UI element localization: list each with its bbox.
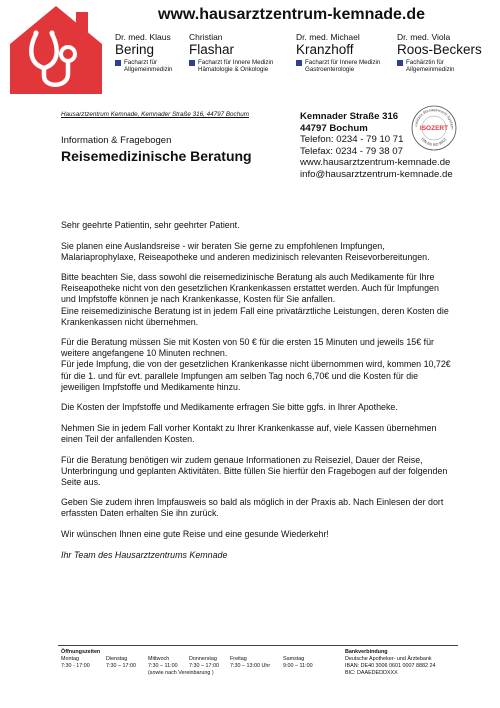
document-title: Reisemedizinische Beratung xyxy=(61,148,252,164)
day-label: Freitag xyxy=(230,656,247,662)
doctor-name: Roos-Beckers xyxy=(397,42,482,57)
doctor-title: Dr. med. Viola xyxy=(397,32,451,42)
letter-body xyxy=(61,220,456,570)
practice-logo xyxy=(6,4,106,101)
signature: Ihr Team des Hausarztzentrums Kemnade xyxy=(61,549,228,560)
day-label: Samstag xyxy=(283,656,305,662)
hours-saturday xyxy=(283,656,313,670)
specialty-line: Facharzt für Innere Medizin xyxy=(305,59,381,66)
doctor-name: Flashar xyxy=(189,42,235,57)
doctor-title: Dr. med. Klaus xyxy=(115,32,171,42)
contact-street: Kemnader Straße 316 xyxy=(300,111,399,122)
day-label: Montag xyxy=(61,656,79,662)
doctor-specialty xyxy=(296,59,380,73)
day-time: 7:30 - 17:00 xyxy=(61,663,90,669)
hours-friday xyxy=(230,656,270,670)
doctor-specialty xyxy=(189,59,273,73)
website-heading: www.hausarztzentrum-kemnade.de xyxy=(158,6,426,23)
seal-bottom-text: DIN EN ISO 9001 xyxy=(420,137,448,148)
bank-iban: IBAN: DE40 3006 0601 0007 8882 24 xyxy=(345,663,436,669)
footer-divider xyxy=(58,645,458,646)
day-time: 7:30 – 11:00 xyxy=(148,663,178,669)
doctor-name: Kranzhoff xyxy=(296,42,354,57)
doctor-bering xyxy=(115,32,173,73)
body-paragraph: Bitte beachten Sie, dass sowohl die reisemedizinische Beratung als auch Medikamente für Ihre Reiseapotheke nicht von den gesetzlichen Krankenkassen erstattet werden. Auch für Impfungen und Impfstoffe können je nach Krankenkasse, Kosten für Sie anfallen. Eine reisemedizinische Beratung ist in jedem Fall eine privatärztliche Leistungen, deren Kosten die Krankenkassen nicht übernehmen. xyxy=(61,272,449,327)
seal-center-text: ISOZERT xyxy=(419,125,449,132)
day-label: Mittwoch xyxy=(148,656,170,662)
bank-name: Deutsche Apotheker- und Ärztebank xyxy=(345,656,432,662)
hours-tuesday xyxy=(106,656,136,670)
blue-square-icon xyxy=(189,60,195,66)
body-paragraph: Sie planen eine Auslandsreise - wir beraten Sie gerne zu empfohlenen Impfungen, Malariaprophylaxe, Reiseapotheke und anderen medizinisch relevanten Reisevorbereitungen. xyxy=(61,240,430,262)
specialty-line: Allgemeinmedizin xyxy=(124,66,173,73)
doctor-kranzhoff xyxy=(296,32,380,73)
specialty-line: Gastroenterologie xyxy=(305,66,355,73)
specialty-line: Facharzt für xyxy=(124,59,158,66)
contact-fax: Telefax: 0234 - 79 38 07 xyxy=(300,145,403,157)
doctor-flashar xyxy=(189,32,273,73)
day-time: 7:30 – 17:00 xyxy=(106,663,136,669)
contact-phone: Telefon: 0234 - 79 10 71 xyxy=(300,134,404,146)
day-time: 9:00 – 11:00 xyxy=(283,663,313,669)
blue-square-icon xyxy=(296,60,302,66)
opening-hours-title: Öffnungszeiten xyxy=(61,649,101,655)
closing-wish: Wir wünschen Ihnen eine gute Reise und eine gesunde Wiederkehr! xyxy=(61,528,329,539)
bank-title: Bankverbindung xyxy=(345,649,388,655)
body-paragraph: Die Kosten der Impfstoffe und Medikamente erfragen Sie bitte ggfs. in Ihrer Apotheke. xyxy=(61,402,398,413)
specialty-line: Fachärztin für xyxy=(406,59,444,66)
sender-address-line: Hausarztzentrum Kemnade, Kemnader Straße 316, 44797 Bochum xyxy=(61,111,249,118)
doctor-specialty xyxy=(115,59,173,73)
specialty-line: Facharzt für Innere Medizin xyxy=(198,59,274,66)
body-paragraph: Nehmen Sie in jedem Fall vorher Kontakt zu Ihrer Krankenkasse auf, viele Kassen übernehmen einen Teil der anfallenden Kosten. xyxy=(61,422,437,444)
day-label: Donnerstag xyxy=(189,656,217,662)
salutation: Sehr geehrte Patientin, sehr geehrter Patient. xyxy=(61,220,240,230)
seal-top-text: ualitäts-Management-System xyxy=(414,107,455,130)
specialty-line: Allgemeinmedizin xyxy=(406,66,455,73)
contact-city: 44797 Bochum xyxy=(300,122,368,134)
document-subtitle: Information & Fragebogen xyxy=(61,135,172,146)
hours-monday xyxy=(61,656,90,670)
body-paragraph: Geben Sie zudem ihren Impfausweis so bald als möglich in der Praxis ab. Nach Einlesen der dort erfassten Daten erhalten Sie ihn zurück. xyxy=(61,497,444,519)
contact-email: info@hausarztzentrum-kemnade.de xyxy=(300,168,453,180)
day-note: (sowie nach Vereinbarung ) xyxy=(148,670,214,676)
day-time: 7:30 – 13:00 Uhr xyxy=(230,663,271,669)
day-label: Dienstag xyxy=(106,656,128,662)
isozert-seal xyxy=(410,104,458,157)
specialty-line: Hämatologie & Onkologie xyxy=(198,66,269,73)
doctor-title: Dr. med. Michael xyxy=(296,32,360,42)
hours-thursday xyxy=(189,656,219,670)
blue-square-icon xyxy=(115,60,121,66)
bank-details xyxy=(345,649,436,677)
doctor-roos-beckers xyxy=(397,32,482,73)
bank-bic: BIC: DAAEDEDDXXX xyxy=(345,670,398,676)
doctor-name: Bering xyxy=(115,42,155,57)
doctor-title: Christian xyxy=(189,32,223,42)
doctor-specialty xyxy=(397,59,482,73)
day-time: 7:30 – 17:00 xyxy=(189,663,219,669)
blue-square-icon xyxy=(397,60,403,66)
body-paragraph: Für die Beratung müssen Sie mit Kosten von 50 € für die ersten 15 Minuten und jeweils 15€ für weitere angefangene 10 Minuten rechnen. Für jede Impfung, die von der gesetzlichen Krankenkasse nicht übernommen wird, kommen 10,72€ für die 1. und für evt. parallele Impfungen am selben Tag noch 6,70€ und die Kosten für die jeweiligen Impfstoffe und Medikamente hinzu. xyxy=(61,337,451,392)
contact-website: www.hausarztzentrum-kemnade.de xyxy=(300,157,451,169)
body-paragraph: Für die Beratung benötigen wir zudem genaue Informationen zu Reiseziel, Dauer der Reise, Unterbringung und geplanten Aktivitäten. Bitte füllen Sie hierfür den Fragebogen auf der folgenden Seite aus. xyxy=(61,454,448,487)
